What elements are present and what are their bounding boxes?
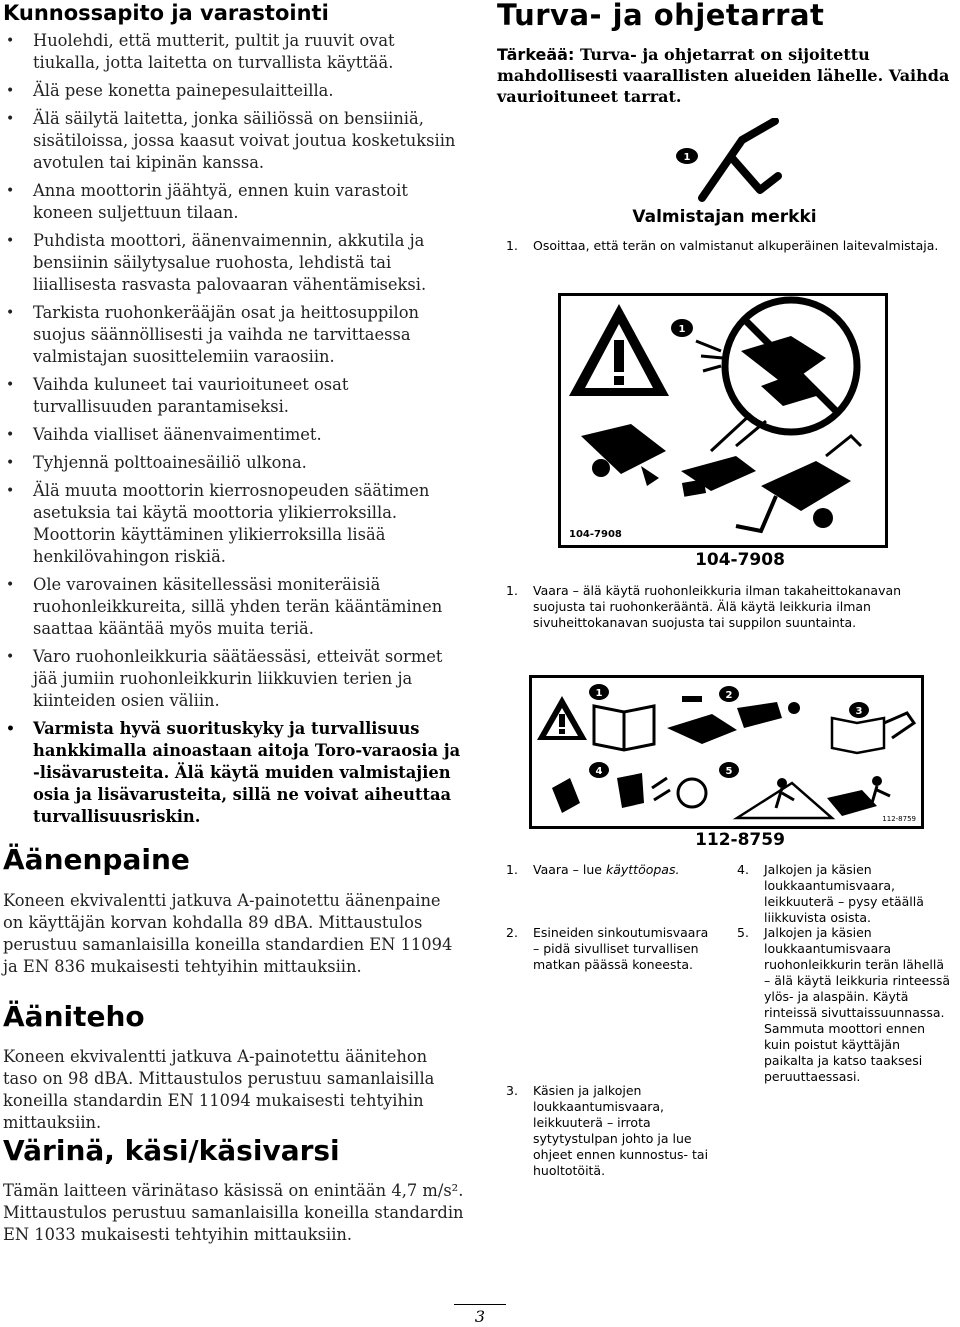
heading-sound-pressure: Äänenpaine xyxy=(3,843,190,876)
manual-book-icon xyxy=(594,706,654,750)
bullet-text: Tarkista ruohonkerääjän osat ja heittosuppilon suojus säännöllisesti ja vaihda ne tarvittaessa valmistajan suosittelemiin varaosiin. xyxy=(33,303,420,366)
item-number: 5. xyxy=(737,925,749,940)
bullet-icon: • xyxy=(6,233,15,249)
decal3-part-number: 112-8759 xyxy=(882,815,916,823)
item-number: 1. xyxy=(506,583,518,598)
vibration-text-1: Tämän laitteen värinätaso käsissä on enintään 4,7 m/s². xyxy=(3,1181,464,1200)
decal2-caption: 104-7908 xyxy=(695,550,785,570)
page-number: 3 xyxy=(474,1307,486,1326)
important-text: Turva- ja ohjetarrat on sijoitettu mahdollisesti vaarallisten alueiden lähelle. Vaihda vaurioituneet tarrat. xyxy=(497,45,950,106)
thrown-objects-icon xyxy=(667,696,800,744)
bullet-text: Vaihda vialliset äänenvaimentimet. xyxy=(33,425,322,444)
manufacturer-decal xyxy=(670,118,790,206)
spark-plug-manual-icon xyxy=(832,713,914,753)
discharge-warning-pictogram xyxy=(561,296,885,545)
item-text: Vaara – älä käytä ruohonleikkuria ilman takaheittokanavan suojusta tai ruohonkerääntä. Älä käytä leikkuria ilman sivuheittokanavan suojusta tai suppilon suuntainta. xyxy=(533,583,902,630)
decal3-item-4 xyxy=(737,862,952,925)
bullet-text: Tyhjennä polttoainesäiliö ulkona. xyxy=(33,453,307,472)
important-label: Tärkeää: xyxy=(497,45,575,64)
decal3-item-5 xyxy=(737,925,952,1085)
bullet-text: Anna moottorin jäähtyä, ennen kuin varastoit koneen suljettuun tilaan. xyxy=(33,181,408,222)
bullet-text: Älä säilytä laitetta, jonka säiliössä on bensiiniä, sisätiloissa, jossa kaasut voivat joutua kosketuksiin avotulen tai kipinän kanssa. xyxy=(33,109,456,172)
decal3-item-1 xyxy=(506,862,716,882)
item-text-main: Vaara – lue xyxy=(533,862,606,877)
bullet-text: Ole varovainen käsitellessäsi moniteräisiä ruohonleikkureita, sillä yhden terän kääntäminen saattaa kääntää myös muita teriä. xyxy=(33,575,443,638)
decal2-part-number: 104-7908 xyxy=(569,529,622,540)
item-number: 4. xyxy=(737,862,749,877)
bullet-icon: • xyxy=(6,183,15,199)
decal3-badge-1: 1 xyxy=(595,688,603,699)
decal3-caption: 112-8759 xyxy=(695,830,785,850)
decal1-item xyxy=(506,238,952,256)
bullet-icon: • xyxy=(6,377,15,393)
decal3-item-3 xyxy=(506,1083,716,1183)
list-item xyxy=(3,302,465,368)
bullet-icon: • xyxy=(6,483,15,499)
safety-pictograms xyxy=(532,678,921,826)
list-item xyxy=(3,180,465,224)
bullet-text: Älä pese konetta painepesulaitteilla. xyxy=(33,81,334,100)
heading-maintenance: Kunnossapito ja varastointi xyxy=(3,1,329,25)
decal-104-7908 xyxy=(558,293,888,548)
sound-pressure-text: Koneen ekvivalentti jatkuva A-painotettu äänenpaine on käyttäjän korvan kohdalla 89 dBA. Mittaustulos perustuu samanlaisilla koneilla standardien EN 11094 ja EN 836 mukaisesti tehtyihin mittauksiin. xyxy=(3,891,453,976)
decal2-badge: 1 xyxy=(678,324,686,335)
bullet-icon: • xyxy=(6,427,15,443)
item-text: Esineiden sinkoutumisvaara – pidä sivulliset turvallisen matkan päässä koneesta. xyxy=(533,925,709,972)
list-item xyxy=(3,30,465,74)
sound-power-text: Koneen ekvivalentti jatkuva A-painotettu äänitehon taso on 98 dBA. Mittaustulos perustuu samanlaisilla koneilla standardin EN 11094 mukaisesti tehtyihin mittauksiin. xyxy=(3,1047,435,1132)
bullet-text: Varo ruohonleikkuria säätäessäsi, etteivät sormet jää jumiin ruohonleikkurin liikkuvien terien ja kiinteiden osien väliin. xyxy=(33,647,443,710)
bullet-icon: • xyxy=(6,649,15,665)
item-text xyxy=(533,862,718,878)
item-text: Jalkojen ja käsien loukkaantumisvaara, leikkuuterä – pysy etäällä liikkuvista osista. xyxy=(764,862,924,925)
list-item xyxy=(3,718,465,828)
bullet-text: Älä muuta moottorin kierrosnopeuden säätimen asetuksia tai käytä moottoria ylikierroksilla. Moottorin käyttäminen ylikierroksilla lisää henkilövahingon riskiä. xyxy=(33,481,430,566)
decal3-badge-5: 5 xyxy=(725,766,733,777)
warning-triangle-icon xyxy=(569,304,669,396)
decal3-badge-4: 4 xyxy=(595,766,603,777)
decal3-item-2 xyxy=(506,925,716,975)
heading-sound-power: Ääniteho xyxy=(3,1000,145,1033)
bullet-text: Puhdista moottori, äänenvaimennin, akkutila ja bensiinin säilytysalue ruohosta, lehdistä tai liiallisesta rasvasta palovaaran vähentämiseksi. xyxy=(33,231,427,294)
bullet-icon: • xyxy=(6,305,15,321)
important-note xyxy=(497,44,952,107)
item-text: Osoittaa, että terän on valmistanut alkuperäinen laitevalmistaja. xyxy=(533,238,939,253)
decal1-caption: Valmistajan merkki xyxy=(632,207,817,227)
bullet-text: Vaihda kuluneet tai vaurioituneet osat turvallisuuden parantamiseksi. xyxy=(33,375,349,416)
prohibited-mower-icon xyxy=(696,300,857,432)
bullet-icon: • xyxy=(6,721,15,737)
list-item xyxy=(3,646,465,712)
maintenance-list xyxy=(3,30,465,834)
bullet-text: Varmista hyvä suorituskyky ja turvallisuus hankkimalla ainoastaan aitoja Toro-varaosia ja -lisävarusteita. Älä käytä muiden valmistajien osia ja lisävarusteita, sillä ne voivat aiheuttaa turvallisuusriskin. xyxy=(33,719,461,826)
decal2-item xyxy=(506,583,952,633)
item-number: 3. xyxy=(506,1083,518,1098)
item-text-italic: käyttöopas. xyxy=(605,862,680,877)
list-item xyxy=(3,108,465,174)
item-text: Jalkojen ja käsien loukkaantumisvaara ruohonleikkurin terän lähellä – älä käytä leikkuria rinteessä ylös- ja alaspäin. Käytä rinteissä sivuttaissuunnassa. Sammuta moottori ennen kuin poistut käyttäjän paikalta ja katso taaksesi peruuttaessasi. xyxy=(764,925,950,1084)
list-item xyxy=(3,452,465,474)
hand-blade-hazard-icon xyxy=(552,773,706,813)
list-item xyxy=(3,80,465,102)
decal3-badge-2: 2 xyxy=(725,690,733,701)
mower-illustration-icon xyxy=(581,414,861,531)
item-number: 1. xyxy=(506,238,518,253)
bullet-text: Huolehdi, että mutterit, pultit ja ruuvit ovat tiukalla, jotta laitetta on turvallista käyttää. xyxy=(33,31,395,72)
mower-handle-icon xyxy=(670,118,790,206)
list-item xyxy=(3,480,465,568)
heading-vibration: Värinä, käsi/käsivarsi xyxy=(3,1134,340,1167)
warning-triangle-icon xyxy=(537,696,587,740)
bullet-icon: • xyxy=(6,111,15,127)
item-number: 2. xyxy=(506,925,518,940)
decal-112-8759 xyxy=(529,675,924,829)
footer-rule xyxy=(454,1304,506,1305)
item-text: Käsien ja jalkojen loukkaantumisvaara, leikkuuterä – irrota sytytystulpan johto ja lue ohjeet ennen kunnostus- tai huoltotöitä. xyxy=(533,1083,709,1178)
list-item xyxy=(3,424,465,446)
bullet-icon: • xyxy=(6,83,15,99)
bullet-icon: • xyxy=(6,577,15,593)
list-item xyxy=(3,374,465,418)
page-title: Turva- ja ohjetarrat xyxy=(497,0,825,32)
bullet-icon: • xyxy=(6,455,15,471)
list-item xyxy=(3,574,465,640)
list-item xyxy=(3,230,465,296)
item-number: 1. xyxy=(506,862,518,877)
decal3-badge-3: 3 xyxy=(855,706,863,717)
bullet-icon: • xyxy=(6,33,15,49)
decal1-badge: 1 xyxy=(683,152,691,163)
slope-operator-icon xyxy=(737,776,890,818)
vibration-text-2: Mittaustulos perustuu samanlaisilla koneilla standardin EN 1033 mukaisesti tehtyihin mittauksiin. xyxy=(3,1203,464,1244)
